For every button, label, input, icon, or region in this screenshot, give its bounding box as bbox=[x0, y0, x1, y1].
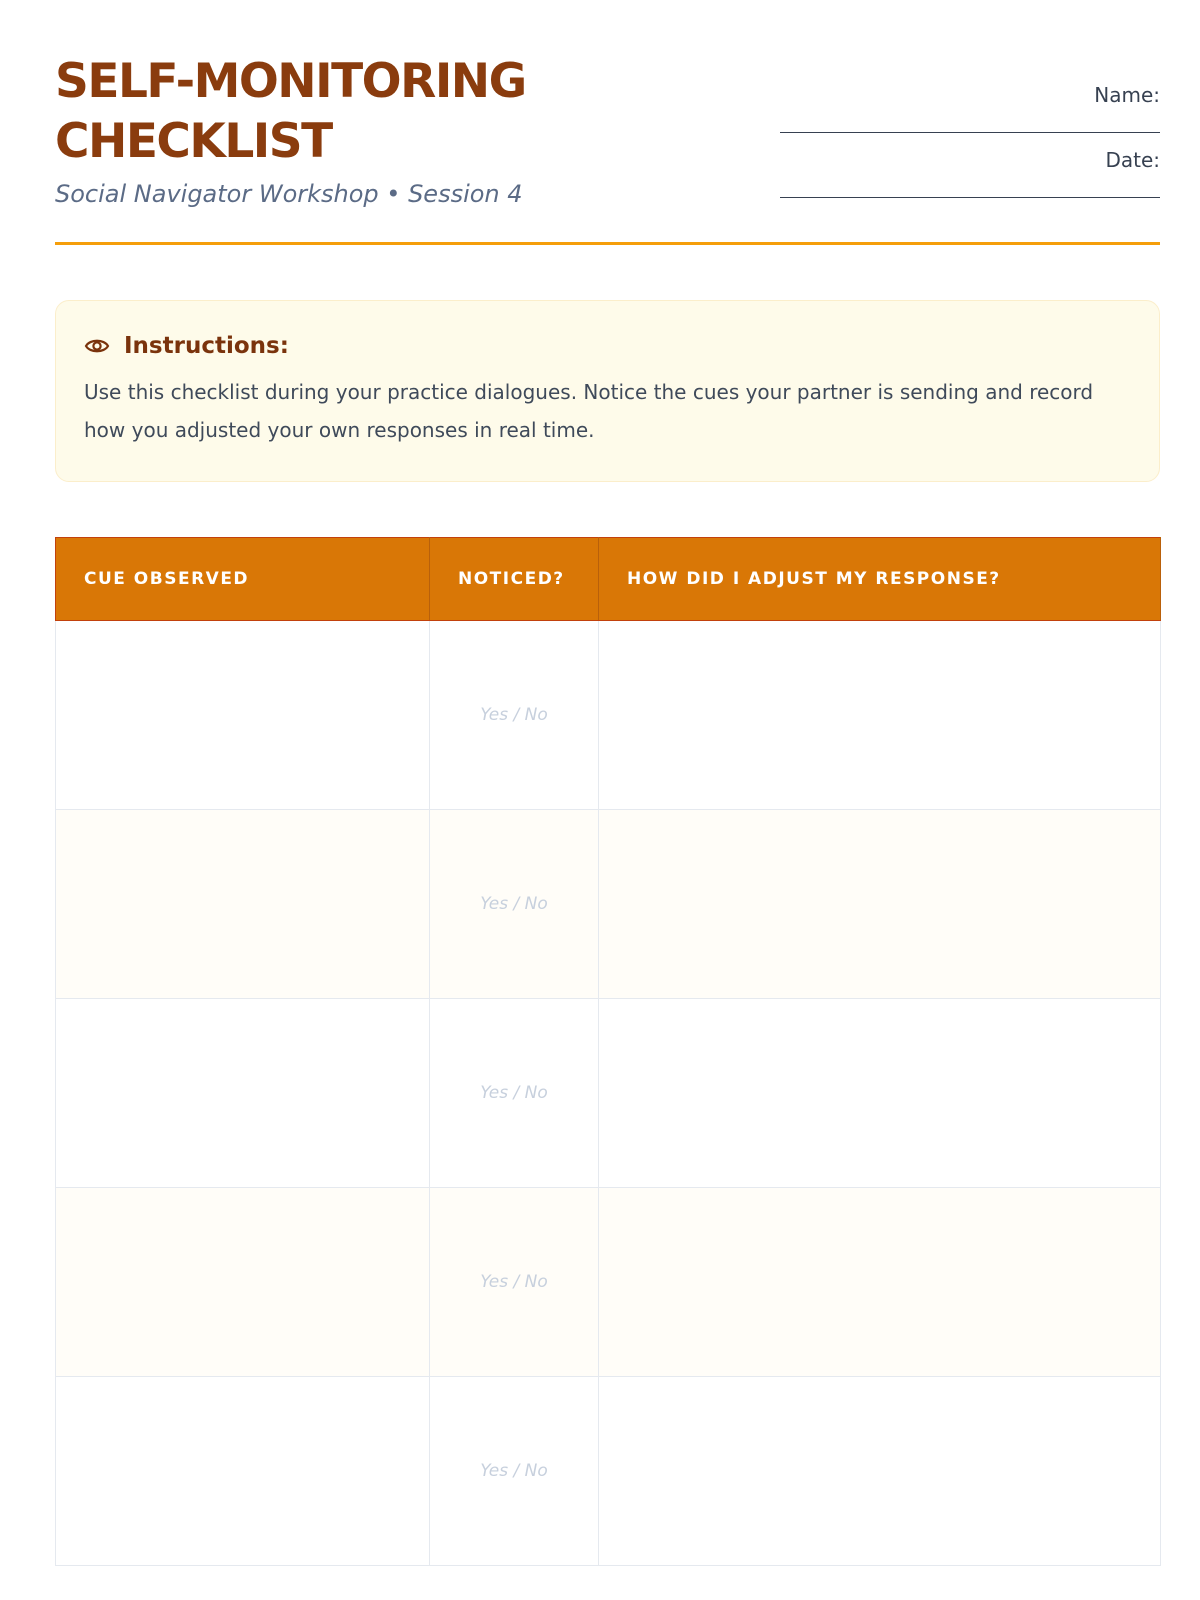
noticed-cell[interactable]: Yes / No bbox=[430, 621, 599, 810]
noticed-cell[interactable]: Yes / No bbox=[430, 1188, 599, 1377]
cue-cell[interactable] bbox=[56, 621, 430, 810]
noticed-cell[interactable]: Yes / No bbox=[430, 1377, 599, 1566]
checklist-table bbox=[55, 537, 1161, 1566]
name-label: Name: bbox=[1094, 83, 1160, 107]
eye-icon bbox=[84, 333, 110, 359]
adjustment-cell[interactable] bbox=[599, 621, 1161, 810]
instructions-box bbox=[55, 300, 1160, 482]
table-row bbox=[56, 999, 1161, 1188]
cue-cell[interactable] bbox=[56, 1377, 430, 1566]
name-date-fields bbox=[780, 82, 1160, 198]
table-header-row bbox=[56, 538, 1161, 621]
noticed-cell[interactable]: Yes / No bbox=[430, 999, 599, 1188]
worksheet-page bbox=[55, 0, 1160, 1600]
checklist-table-wrapper bbox=[55, 537, 1160, 1566]
cue-cell[interactable] bbox=[56, 1188, 430, 1377]
column-header-adjustment: HOW DID I ADJUST MY RESPONSE? bbox=[599, 538, 1161, 621]
cue-cell[interactable] bbox=[56, 999, 430, 1188]
adjustment-cell[interactable] bbox=[599, 1377, 1161, 1566]
page-title: SELF-MONITORING CHECKLIST bbox=[55, 54, 526, 169]
date-label: Date: bbox=[1105, 148, 1160, 172]
adjustment-cell[interactable] bbox=[599, 1188, 1161, 1377]
noticed-cell[interactable]: Yes / No bbox=[430, 810, 599, 999]
instructions-heading bbox=[84, 331, 1131, 361]
table-row bbox=[56, 810, 1161, 999]
cue-cell[interactable] bbox=[56, 810, 430, 999]
header bbox=[55, 52, 1160, 242]
instructions-text: Use this checklist during your practice dialogues. Notice the cues your partner is sending and record how you adjusted your own responses in real time. bbox=[84, 380, 1094, 442]
instructions-title: Instructions: bbox=[124, 333, 289, 359]
table-row bbox=[56, 1377, 1161, 1566]
header-divider bbox=[55, 242, 1160, 245]
table-row bbox=[56, 621, 1161, 810]
page-subtitle: Social Navigator Workshop • Session 4 bbox=[55, 180, 523, 208]
column-header-cue: CUE OBSERVED bbox=[56, 538, 430, 621]
column-header-noticed: NOTICED? bbox=[430, 538, 599, 621]
table-row bbox=[56, 1188, 1161, 1377]
name-line[interactable] bbox=[780, 120, 1160, 133]
adjustment-cell[interactable] bbox=[599, 810, 1161, 999]
adjustment-cell[interactable] bbox=[599, 999, 1161, 1188]
date-line[interactable] bbox=[780, 185, 1160, 198]
